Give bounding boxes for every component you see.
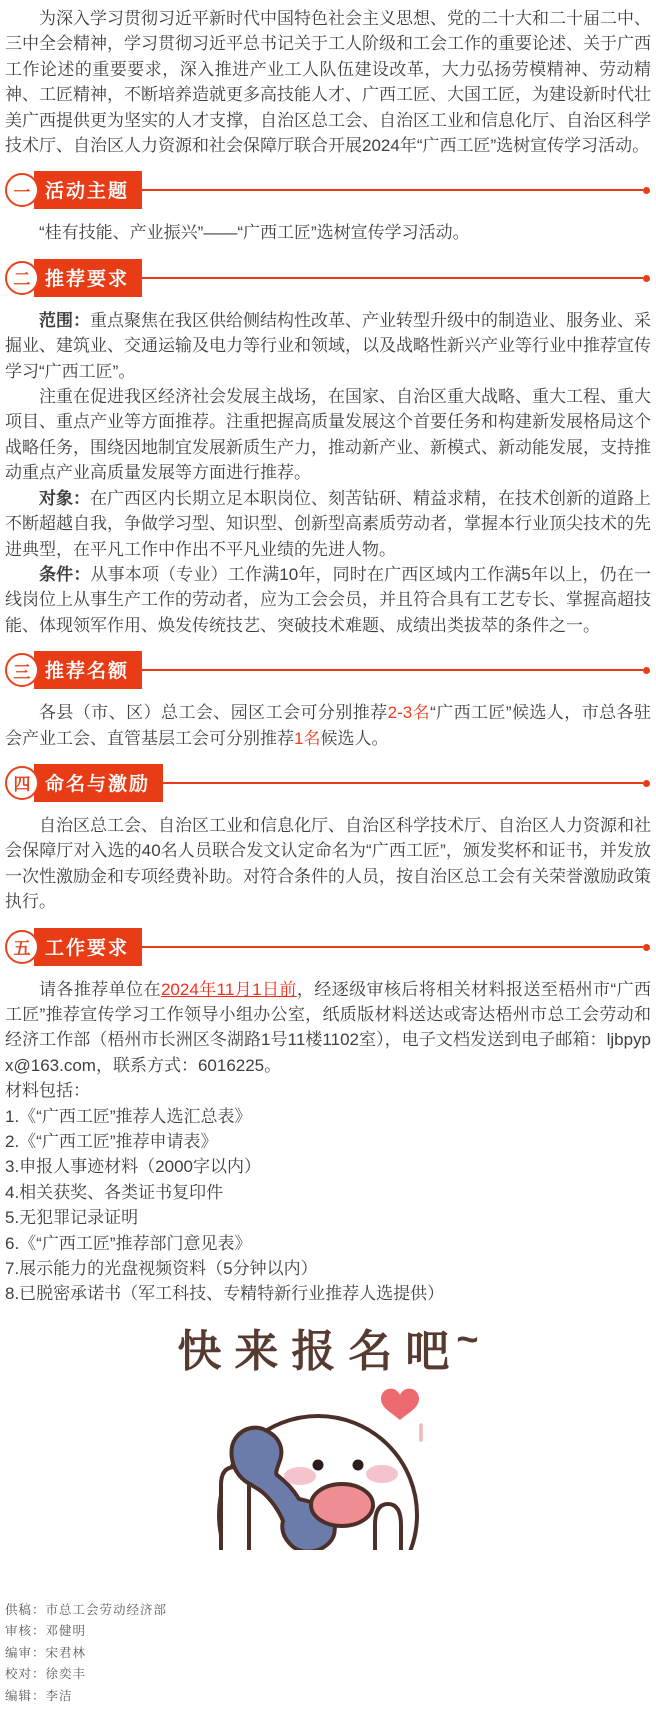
section-divider-line [142,189,643,191]
paragraph-text: “广西工匠”候选人，市总各驻会产业工会、直管基层工会可分别推荐 [5,703,651,748]
section-number: 五 [13,939,31,959]
section-3-title: 推荐名额 [34,651,142,689]
section-2-header [5,259,651,297]
section-divider-line [142,277,643,279]
material-item-7: 7.展示能力的光盘视频资料（5分钟以内） [5,1259,318,1279]
section-2-paragraph-scope [5,308,651,384]
article-credits [5,1600,651,1717]
paragraph-lead: 范围： [39,310,90,330]
section-number: 一 [13,182,31,202]
section-4-header [5,764,651,802]
section-5-header [5,928,651,966]
section-1-content: “桂有技能、产业振兴”——“广西工匠”选树宣传学习活动。 [39,223,470,243]
quota-highlight: 1名 [294,728,321,748]
material-item-6: 6.《“广西工匠”推荐部门意见表》 [5,1233,252,1253]
intro-paragraph: 为深入学习贯彻习近平新时代中国特色社会主义思想、党的二十大和二十届二中、三中全会精神，学习贯彻习近平总书记关于工人阶级和工会工作的重要论述、关于广西工作论述的重要要求，深入推进产业工人队伍建设改革，大力弘扬劳模精神、劳动精神、工匠精神，不断培养造就更多高技能人才、广西工匠、大国工匠，为建设新时代壮美广西提供更为坚实的人才支撑，自治区总工会、自治区工业和信息化厅、自治区科学技术厅、自治区人力资源和社会保障厅联合开展2024年“广西工匠”选树宣传学习活动。 [5,9,651,156]
quota-highlight: 2-3名 [387,703,431,723]
deadline-highlight: 2024年11月1日前 [160,979,297,999]
paragraph-text: 候选人。 [320,728,389,748]
character-right-hand [375,1504,401,1550]
character-eye-right [353,1459,364,1470]
material-item-1: 1.《“广西工匠”推荐人选汇总表》 [5,1106,252,1126]
paragraph-lead: 对象： [39,488,90,508]
section-divider-line [142,669,643,671]
section-2-number-circle [5,261,39,295]
cartoon-caption-text: 快来报名吧 [177,1326,463,1376]
material-item-8: 8.已脱密承诺书（军工科技、专精特新行业推荐人选提供） [5,1284,445,1304]
paragraph-text: 从事本项（专业）工作满10年，同时在广西区域内工作满5年以上，仍在一线岗位上从事生产工作的劳动者，应为工会会员，并且符合具有工艺专长、掌握高超技能、体现领军作用、焕发传统技艺、突破技术难题、成绩出类拔萃的条件之一。 [5,564,651,635]
section-number: 四 [13,775,31,795]
section-4-content: 自治区总工会、自治区工业和信息化厅、自治区科学技术厅、自治区人力资源和社会保障厅对入选的40名人员联合发文认定命名为“广西工匠”，颁发奖杯和证书，并发放一次性激励金和专项经费补助。对符合条件的人员，按自治区总工会有关荣誉激励政策执行。 [5,815,651,912]
section-4-title: 命名与激励 [34,764,163,802]
material-item-2: 2.《“广西工匠”推荐申请表》 [5,1132,218,1151]
signup-cartoon-image [103,1318,553,1550]
section-1-title: 活动主题 [34,171,142,209]
section-5-title: 工作要求 [34,928,142,966]
credit-proofreader: 校对：徐奕丰 [5,1667,87,1682]
section-divider-line [163,782,643,784]
section-3-content [5,700,651,751]
paragraph-text: ，经逐级审核后将相关材料报送至梧州市“广西工匠”推荐宣传学习工作领导小组办公室，纸质版材料送达或寄达梧州市总工会劳动和经济工作部（梧州市长洲区冬湖路1号11楼1102室），电子文档发送到电子邮箱：ljbpypx@163.com，联系方式：6016225。 [5,979,651,1075]
credit-reviewer: 审核：邓健明 [5,1624,87,1639]
section-2-paragraph-condition [5,562,651,638]
section-5-content [5,977,651,1079]
section-2-paragraph-target [5,486,651,562]
paragraph-text: 在广西区内长期立足本职岗位、刻苦钻研、精益求精，在技术创新的道路上不断超越自我，争做学习型、知识型、创新型高素质劳动者，掌握本行业顶尖技术的先进典型，在平凡工作中作出不平凡业绩的先进人物。 [5,488,651,559]
character-blush-left [284,1467,316,1485]
character-blush-right [366,1465,398,1483]
heart-icon [381,1388,419,1419]
materials-label: 材料包括： [5,1081,90,1101]
section-number: 三 [13,662,31,682]
paragraph-lead: 条件： [39,564,91,584]
character-mouth [311,1484,373,1526]
material-item-4: 4.相关获奖、各类证书复印件 [5,1182,224,1202]
section-2-title: 推荐要求 [34,259,142,297]
credit-editor: 编辑：李洁 [5,1688,73,1703]
section-5-number-circle [5,930,39,964]
credit-editor-in-chief: 编审：宋君林 [5,1645,87,1660]
paragraph-text: 各县（市、区）总工会、园区工会可分别推荐 [39,703,388,723]
material-item-5: 5.无犯罪记录证明 [5,1208,139,1228]
section-3-header [5,651,651,689]
character-eye-left [313,1459,324,1470]
section-divider-line [142,946,643,948]
section-3-number-circle [5,653,39,687]
paragraph-text: 重点聚焦在我区供给侧结构性改革、产业转型升级中的制造业、服务业、采掘业、建筑业、交通运输及电力等行业和领域，以及战略性新兴产业等行业中推荐宣传学习“广西工匠”。 [5,310,651,381]
section-4-number-circle [5,766,39,800]
material-item-3: 3.申报人事迹材料（2000字以内） [5,1157,261,1177]
paragraph-text: 请各推荐单位在 [39,979,161,999]
cartoon-caption [103,1318,553,1381]
credit-contributor: 供稿：市总工会劳动经济部 [5,1602,168,1617]
section-2-paragraph-focus: 注重在促进我区经济社会发展主战场，在国家、自治区重大战略、重大工程、重大项目、重点产业等方面推荐。注重把握高质量发展这个首要任务和构建新发展格局这个战略任务，围绕因地制宜发展新质生产力，推动新产业、新模式、新动能发展，支持推动重点产业高质量发展等方面进行推荐。 [5,387,651,483]
section-1-header [5,171,651,209]
cartoon-character-illustration [103,1383,553,1550]
cartoon-caption-tilde: ~ [456,1318,479,1361]
section-number: 二 [13,270,31,290]
